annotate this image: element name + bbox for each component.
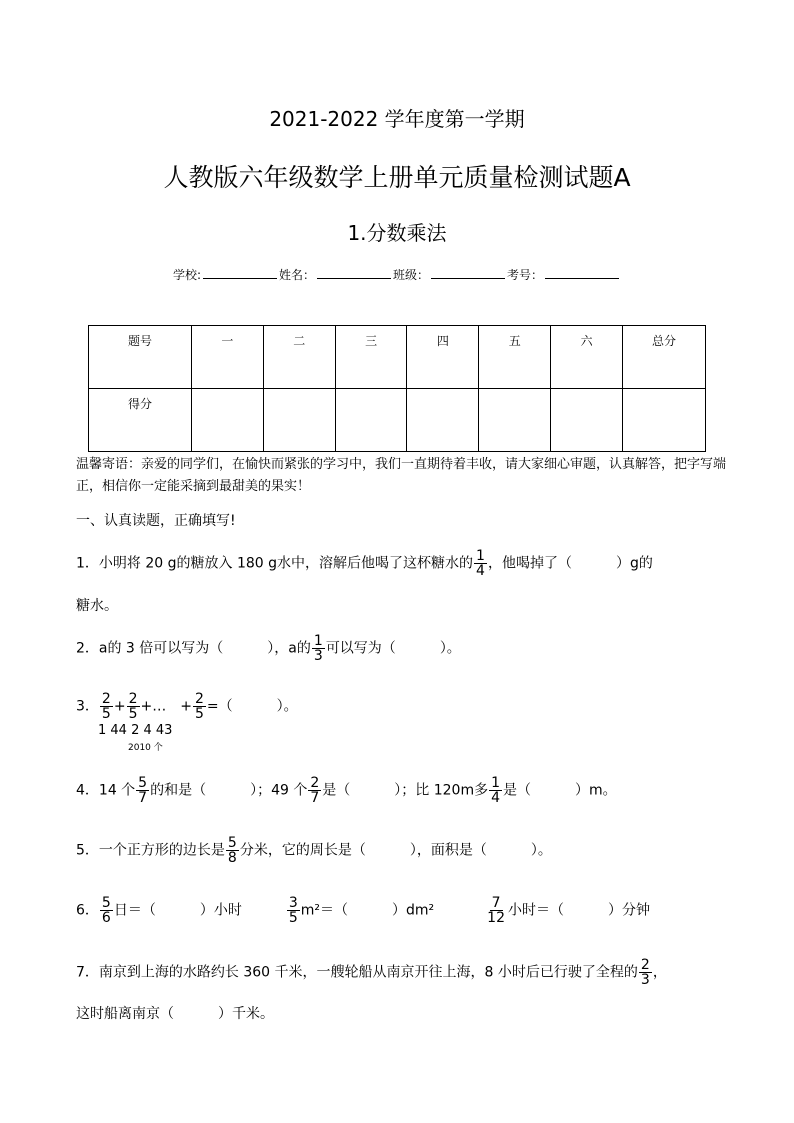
q3-count-label: 2010 个 — [128, 743, 163, 753]
fraction: $\frac{5}{7}$ — [138, 775, 148, 806]
table-cell: 二 — [263, 326, 335, 389]
table-cell: 得分 — [89, 389, 192, 452]
table-cell: 三 — [335, 326, 407, 389]
q5-text: ）。 — [530, 842, 552, 859]
question-1-cont: 糖水。 — [76, 598, 118, 614]
chapter-title: 1.分数乘法 — [347, 221, 447, 245]
question-7-cont — [76, 1003, 274, 1023]
q3-text: =（ — [206, 698, 233, 715]
q2-text: ）。 — [439, 640, 461, 657]
school-blank[interactable] — [203, 266, 277, 279]
student-info — [0, 266, 794, 283]
question-4 — [76, 776, 617, 805]
q4-text: 4．14 个 — [76, 782, 136, 799]
table-cell: 一 — [192, 326, 264, 389]
question-2 — [76, 634, 461, 663]
fraction: $\frac{2}{3}$ — [640, 957, 650, 988]
q7-text: 7．南京到上海的水路约长 360 千米，一艘轮船从南京开往上海，8 小时后已行驶了全程的 — [76, 964, 638, 981]
score-cell[interactable] — [192, 389, 264, 452]
fraction: $\frac{2}{5}$ — [194, 691, 204, 722]
q4-text: 是（ — [503, 782, 532, 799]
q2-text: 2．a的 3 倍可以写为（ — [76, 640, 224, 657]
fraction: $\frac{2}{5}$ — [101, 691, 111, 722]
table-cell: 五 — [479, 326, 551, 389]
number-label: 考号： — [507, 268, 544, 282]
q4-text: ）；比 120m多 — [394, 782, 489, 799]
q7-text: ）千米。 — [218, 1006, 274, 1022]
q6-number: 6． — [76, 902, 99, 919]
name-label: 姓名： — [279, 268, 316, 282]
q5-text: ），面积是（ — [409, 842, 487, 859]
fraction: $\frac{2}{5}$ — [128, 691, 138, 722]
warm-tip: 温馨寄语：亲爱的同学们，在愉快而紧张的学习中，我们一直期待着丰收，请大家细心审题，认真解答，把字写端正，相信你一定能采摘到最甜美的果实！ — [76, 457, 727, 494]
question-1 — [76, 549, 653, 578]
score-cell[interactable] — [551, 389, 623, 452]
name-blank[interactable] — [317, 266, 391, 279]
q4-text: 是（ — [322, 782, 351, 799]
q3-text: ）。 — [276, 698, 298, 715]
class-label: 班级： — [393, 268, 430, 282]
table-cell: 总分 — [623, 326, 706, 389]
section-heading: 一、认真读题，正确填写! — [76, 513, 236, 529]
q5-text: 5．一个正方形的边长是 — [76, 842, 225, 859]
q6-text: m²＝（ — [300, 902, 349, 919]
q6-text: ）dm² — [392, 902, 435, 919]
q1-text: ，他喝掉了（ — [487, 555, 572, 572]
school-year: 2021-2022 学年度第一学期 — [269, 107, 525, 131]
q3-underbrace: 1 44 2 4 43 — [98, 723, 173, 738]
question-7 — [76, 958, 667, 987]
score-cell[interactable] — [335, 389, 407, 452]
score-table-header-row — [89, 326, 706, 389]
score-table-score-row — [89, 389, 706, 452]
q4-text: ）m。 — [575, 782, 617, 799]
q6-text: ）小时 — [199, 902, 242, 919]
q6-text: 小时＝（ — [507, 902, 564, 919]
q7-text: 这时船离南京（ — [76, 1006, 174, 1022]
fraction: $\frac{5}{6}$ — [101, 895, 111, 926]
table-cell: 六 — [551, 326, 623, 389]
question-5 — [76, 836, 552, 865]
fraction: $\frac{1}{4}$ — [491, 775, 501, 806]
q4-text: 的和是（ — [150, 782, 207, 799]
class-blank[interactable] — [431, 266, 505, 279]
q6-text: 日＝（ — [113, 902, 156, 919]
q3-number: 3． — [76, 698, 99, 715]
score-cell[interactable] — [407, 389, 479, 452]
q2-text: ），a的 — [267, 640, 311, 657]
table-cell: 题号 — [89, 326, 192, 389]
question-3: 3． $\frac{2}{5}$ + $\frac{2}{5}$ +… + $\frac{2}{5}$ =（ ）。 — [76, 691, 298, 722]
number-blank[interactable] — [545, 266, 619, 279]
q4-text: ）；49 个 — [250, 782, 308, 799]
q5-text: 分米，它的周长是（ — [239, 842, 366, 859]
score-cell[interactable] — [263, 389, 335, 452]
q1-text: ）g的 — [615, 555, 653, 572]
fraction: $\frac{3}{5}$ — [288, 895, 298, 926]
q7-text: ， — [652, 964, 667, 981]
school-label: 学校: — [172, 268, 201, 282]
exam-title: 人教版六年级数学上册单元质量检测试题A — [163, 163, 631, 192]
fraction: $\frac{1}{3}$ — [313, 633, 323, 664]
fraction: $\frac{1}{4}$ — [476, 548, 485, 579]
q6-text: ）分钟 — [607, 902, 650, 919]
table-cell: 四 — [407, 326, 479, 389]
fraction: $\frac{5}{8}$ — [227, 835, 237, 866]
fraction: $\frac{7}{12}$ — [487, 895, 505, 926]
q2-text: 可以写为（ — [325, 640, 396, 657]
score-cell[interactable] — [479, 389, 551, 452]
fraction: $\frac{2}{7}$ — [310, 775, 320, 806]
q1-text: 1．小明将 20 g的糖放入 180 g水中，溶解后他喝了这杯糖水的 — [76, 555, 474, 572]
score-cell[interactable] — [623, 389, 706, 452]
question-6 — [76, 896, 650, 925]
score-table — [88, 325, 706, 452]
